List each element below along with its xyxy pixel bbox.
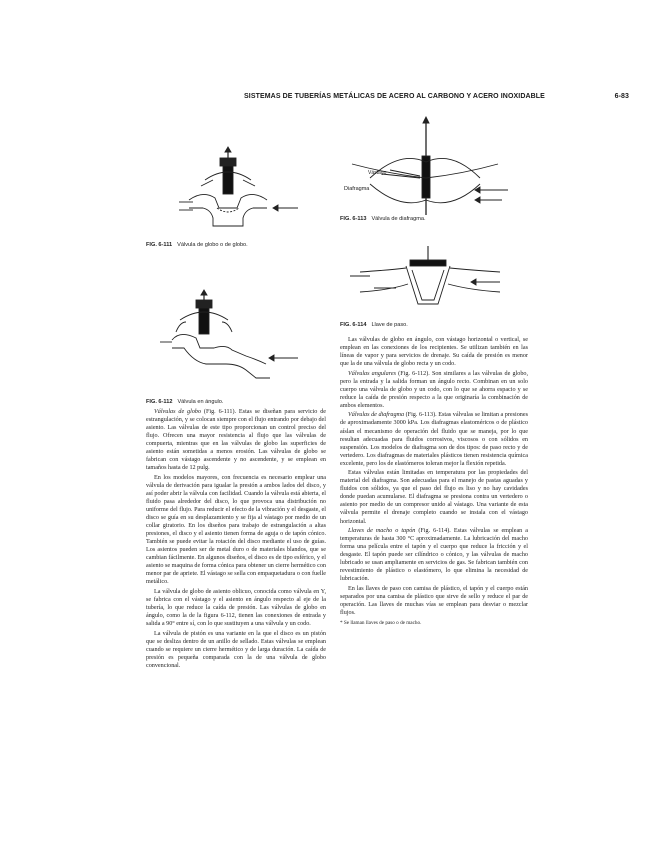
plug-cock-drawing — [350, 246, 510, 318]
angle-valve-drawing — [166, 292, 306, 387]
paragraph: En los modelos mayores, con frecuencia es necesario emplear una válvula de derivación para igualar la presión a ambos lados del disco, y así poder abrir la válvula con facilidad. Cuando la válvula está abierta, el fluido pasa alrededor del disco, lo que provoca una distribución no uniforme del flujo. Para reducir el efecto de la vibración y el desgaste, el disco se guía en su desplazamiento y se fija al vástago por medio de un collar giratorio. En los diseños para trabajo de estrangulación a altas presiones, el disco y el asiento tienen forma de aguja o de tapón cónico. También se puede evitar la rotación del disco mediante el uso de guías. Los asientos pueden ser de metal duro o de materiales blandos, que se cambian fácilmente. En algunos diseños, el disco es de tipo esférico, y el asiento se maquina de forma cónica para obtener un cierre hermético con menor par de apriete. El vástago se sella con empaquetadura o con fuelle metálico. — [146, 474, 326, 586]
paragraph: Válvulas de diafragma (Fig. 6-113). Estas válvulas se limitan a presiones de aproximadamente 3000 kPa. Los diafragmas elastoméricos o de plástico aíslan el mecanismo de operación del fluido que se maneja, por lo que resultan adecuadas para fluidos corrosivos, viscosos o con sólidos en suspensión. Los modelos de diafragma son de dos tipos: de paso recto y de vertedero. Los diafragmas de materiales plásticos tienen resistencia química excelente, pero los de elastómeros toleran mejor la flexión repetida. — [340, 412, 528, 467]
paragraph: Llaves de macho o tapón (Fig. 6-114). Estas válvulas se emplean a temperaturas de hasta 300 °C aproximadamente. La lubricación del macho forma una película entre el tapón y el cuerpo que reduce la fricción y el desgaste. El tapón puede ser cilíndrico o cónico, y las válvulas de macho lubricado se usan ampliamente en servicios de gas. Se fabrican también con revestimiento de plástico o elastómero, lo que elimina la necesidad de lubricación. — [340, 528, 528, 583]
caption-fig-6-114: FIG. 6-114 Llave de paso. — [340, 322, 408, 328]
paragraph: Estas válvulas están limitadas en temperatura por las propiedades del material del diafragma. Son adecuadas para el manejo de pastas aguadas y fluidos con sólidos, ya que el paso del flujo es liso y no hay cavidades donde puedan acumularse. El diafragma se presiona contra un vertedero o asiento por medio de un compresor unido al vástago. Una variante de esta válvula permite el drenaje completo cuando se instala con el vástago horizontal. — [340, 470, 528, 525]
figure-angle-valve — [166, 292, 306, 387]
figure-globe-valve — [183, 150, 303, 242]
page-number: 6-83 — [614, 93, 629, 100]
caption-fig-6-113: FIG. 6-113 Válvula de diafragma. — [340, 216, 426, 222]
header-title: SISTEMAS DE TUBERÍAS METÁLICAS DE ACERO AL CARBONO Y ACERO INOXIDABLE — [244, 93, 545, 100]
figure-diaphragm-valve — [330, 120, 520, 220]
paragraph: En las llaves de paso con camisa de plástico, el tapón y el cuerpo están separados por una camisa de plástico que sirve de sello y reduce el par de operación. Las llaves de muchas vías se emplean para desviar o mezclar flujos. — [340, 585, 528, 617]
running-header — [244, 93, 629, 100]
globe-valve-drawing — [183, 150, 303, 242]
paragraph: Las válvulas de globo en ángulo, con vástago horizontal o vertical, se emplean en las conexiones de los recipientes. Se utilizan también en las líneas de vapor y para servicios de drenaje. Su caída de presión es menor que la de una válvula de globo recta y un codo. — [340, 337, 528, 368]
left-text-column — [146, 408, 326, 669]
right-text-column — [340, 336, 528, 632]
diaphragm-valve-drawing — [330, 120, 520, 220]
footnote: * Se llaman llaves de paso o de macho. — [340, 619, 422, 626]
caption-fig-6-111: FIG. 6-111 Válvula de globo o de globo. — [146, 242, 248, 248]
paragraph: Válvulas de globo (Fig. 6-111). Estas se diseñan para servicio de estrangulación, y se colocan siempre con el flujo entrando por debajo del asiento. Las válvulas de este tipo proporcionan un control preciso del flujo. Ofrecen una mayor resistencia al flujo que las válvulas de compuerta, mientras que en las válvulas de globo las superficies de asiento están sometidas a menos erosión. Las válvulas de globo se fabrican con vástago ascendente y no ascendente, y se emplean en tamaños hasta de 12 pulg. — [146, 409, 326, 472]
caption-fig-6-112: FIG. 6-112 Válvula en ángulo. — [146, 399, 224, 405]
paragraph: La válvula de pistón es una variante en la que el disco es un pistón que se desliza dentro de un anillo de sellado. Estas válvulas se emplean cuando se requiere un cierre hermético y de larga duración. La caída de presión es pequeña comparada con la de una válvula de globo convencional. — [146, 630, 326, 669]
paragraph: Válvulas angulares (Fig. 6-112). Son similares a las válvulas de globo, pero la entrada y la salida forman un ángulo recto. Combinan en un solo cuerpo una válvula de globo y un codo, con lo que se ahorra espacio y se reduce la caída de presión respecto a la que originaría la combinación de ambos elementos. — [340, 370, 529, 409]
diaphragm-label: Diafragma — [344, 186, 370, 192]
figure-plug-cock — [350, 246, 510, 318]
paragraph: La válvula de globo de asiento oblicuo, conocida como válvula en Y, se fabrica con el vástago y el asiento en ángulo respecto al eje de la tubería, lo que reduce la caída de presión. Las válvulas de globo en ángulo, como la de la figura 6-112, tienen las conexiones de entrada y salida a 90° entre sí, con lo que sustituyen a una válvula y un codo. — [146, 589, 326, 628]
stem-label: Vástago — [368, 170, 387, 176]
